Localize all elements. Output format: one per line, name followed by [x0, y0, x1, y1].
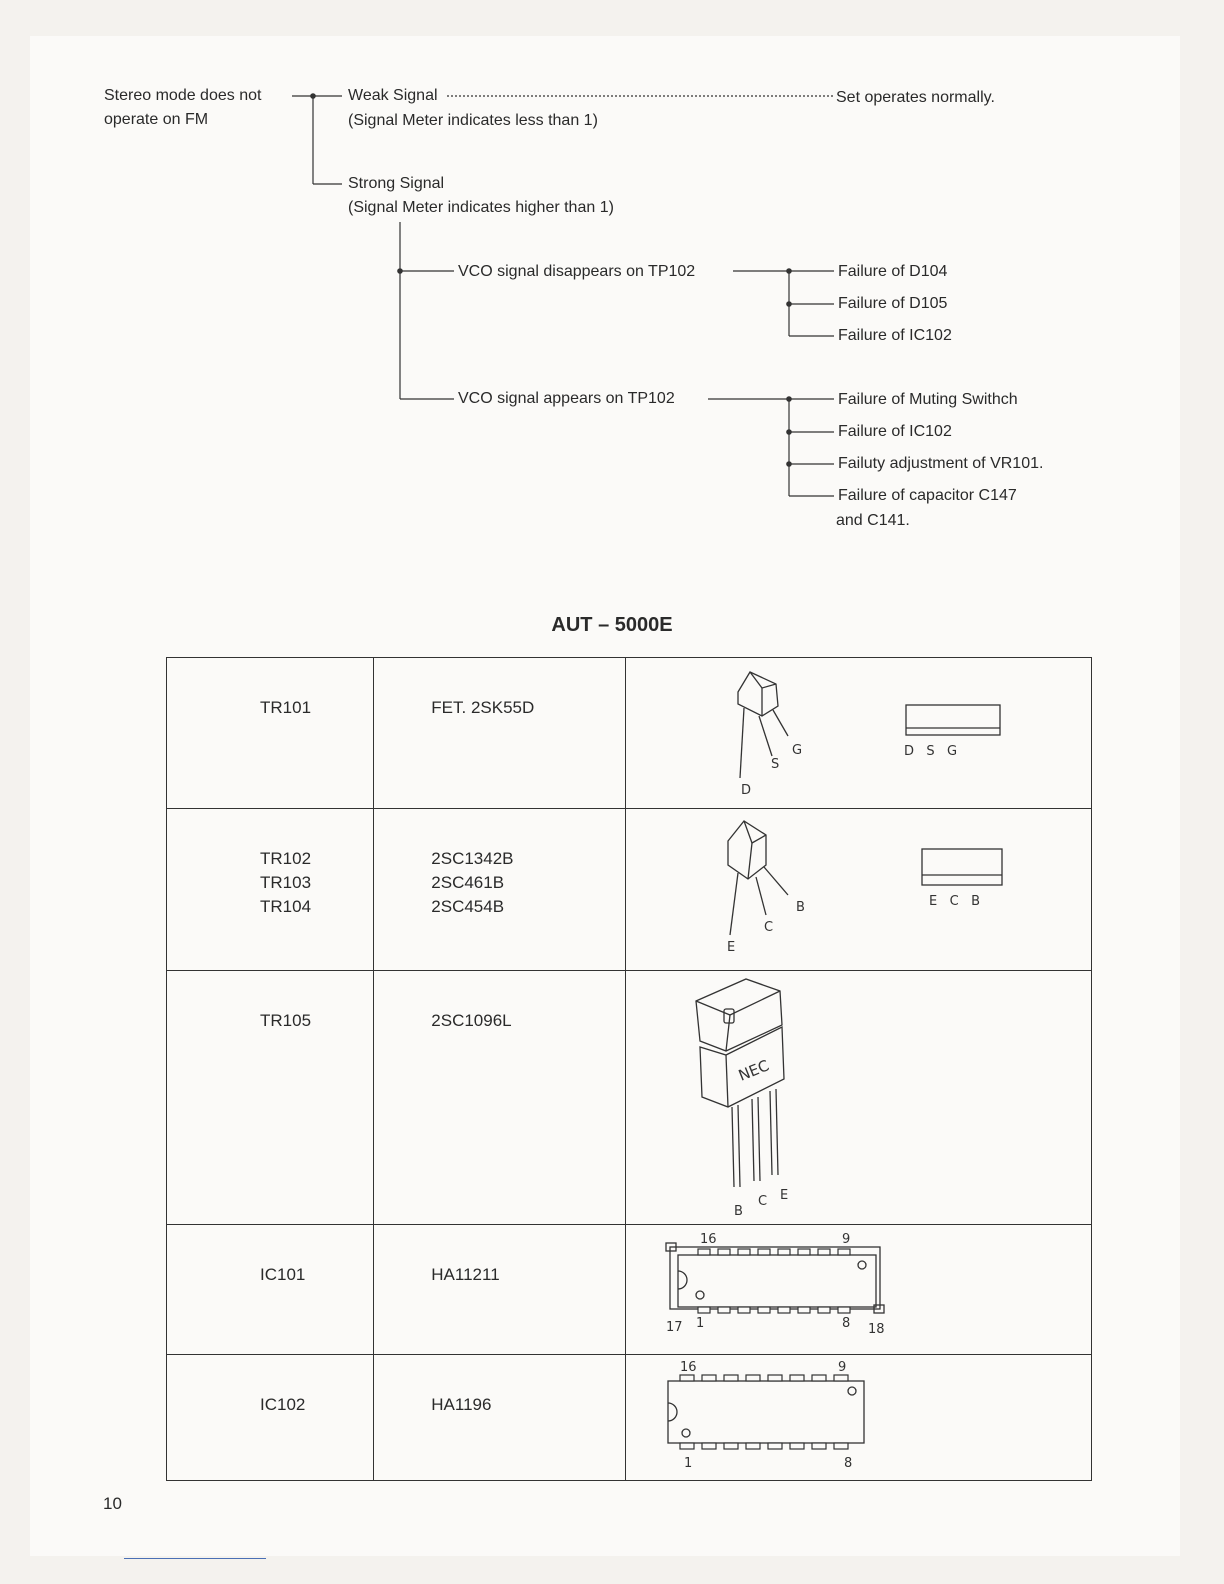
part-ref: TR103: [260, 873, 312, 892]
cause-capacitor-cont: and C141.: [836, 512, 910, 529]
cause-ic102-b: Failure of IC102: [838, 423, 952, 440]
pin-label: 17: [665, 1320, 683, 1335]
bottom-view-pins: E C B: [928, 894, 980, 909]
nec-logo-text: NEC: [735, 1056, 772, 1085]
part-ref: TR105: [260, 1011, 312, 1030]
pin-s: S: [770, 757, 780, 772]
weak-signal-result: Set operates normally.: [836, 89, 995, 106]
part-ref: TR102: [260, 849, 312, 868]
pin-g: G: [791, 743, 803, 758]
root-symptom-line2: operate on FM: [104, 111, 209, 128]
pin-label: 8: [843, 1456, 853, 1471]
pin-label: 9: [837, 1360, 847, 1375]
footer-rule: [124, 1558, 266, 1559]
part-type: FET. 2SK55D: [431, 698, 535, 717]
table-row: [167, 1355, 1092, 1481]
cause-vr101: Failuty adjustment of VR101.: [838, 455, 1044, 472]
ic102-package-diagram: [626, 1355, 1091, 1475]
vco-appears-label: VCO signal appears on TP102: [458, 390, 675, 407]
cause-capacitor: Failure of capacitor C147: [838, 487, 1017, 504]
bottom-view-pins: D S G: [903, 744, 958, 759]
pin-label: 9: [841, 1232, 851, 1247]
part-type: 2SC454B: [431, 897, 505, 916]
pin-label: 1: [683, 1456, 693, 1471]
part-ref: IC102: [260, 1395, 306, 1414]
pin-label: 1: [695, 1316, 705, 1331]
pin-b: B: [795, 900, 805, 915]
weak-signal-label: Weak Signal: [348, 84, 440, 108]
strong-signal-label: Strong Signal: [348, 175, 445, 192]
tr101-package-diagram: [626, 658, 1091, 803]
parts-table: [166, 657, 1092, 1481]
pin-b: B: [733, 1204, 743, 1219]
pin-label: 8: [841, 1316, 851, 1331]
part-type: HA11211: [431, 1265, 500, 1284]
table-row: [167, 658, 1092, 809]
pin-e: E: [726, 940, 736, 955]
vco-disappears-label: VCO signal disappears on TP102: [458, 263, 696, 280]
pin-label: 18: [867, 1322, 885, 1337]
part-type: 2SC1342B: [431, 849, 514, 868]
root-symptom-line1: Stereo mode does not: [104, 87, 262, 104]
part-ref: IC101: [260, 1265, 306, 1284]
part-type: 2SC461B: [431, 873, 505, 892]
ic101-package-diagram: [626, 1225, 1091, 1349]
page-number: 10: [103, 1494, 122, 1513]
part-ref: TR101: [260, 698, 312, 717]
table-row: [167, 971, 1092, 1225]
cause-d105: Failure of D105: [838, 295, 948, 312]
part-type: 2SC1096L: [431, 1011, 512, 1030]
tr105-package-diagram: [626, 971, 1091, 1219]
pin-e: E: [779, 1188, 789, 1203]
pin-c: C: [763, 920, 774, 935]
pin-c: C: [757, 1194, 768, 1209]
table-row: [167, 809, 1092, 971]
table-row: [167, 1225, 1092, 1355]
pin-label: 16: [699, 1232, 717, 1247]
part-type: HA1196: [431, 1395, 492, 1414]
tr102-package-diagram: [626, 809, 1091, 965]
strong-signal-note: (Signal Meter indicates higher than 1): [348, 199, 614, 216]
pin-label: 16: [679, 1360, 697, 1375]
parts-table-title: AUT – 5000E: [551, 614, 673, 636]
cause-muting-switch: Failure of Muting Swithch: [838, 391, 1018, 408]
cause-ic102-a: Failure of IC102: [838, 327, 952, 344]
pin-d: D: [740, 783, 751, 798]
weak-signal-note: (Signal Meter indicates less than 1): [348, 112, 598, 129]
cause-d104: Failure of D104: [838, 263, 948, 280]
part-ref: TR104: [260, 897, 312, 916]
